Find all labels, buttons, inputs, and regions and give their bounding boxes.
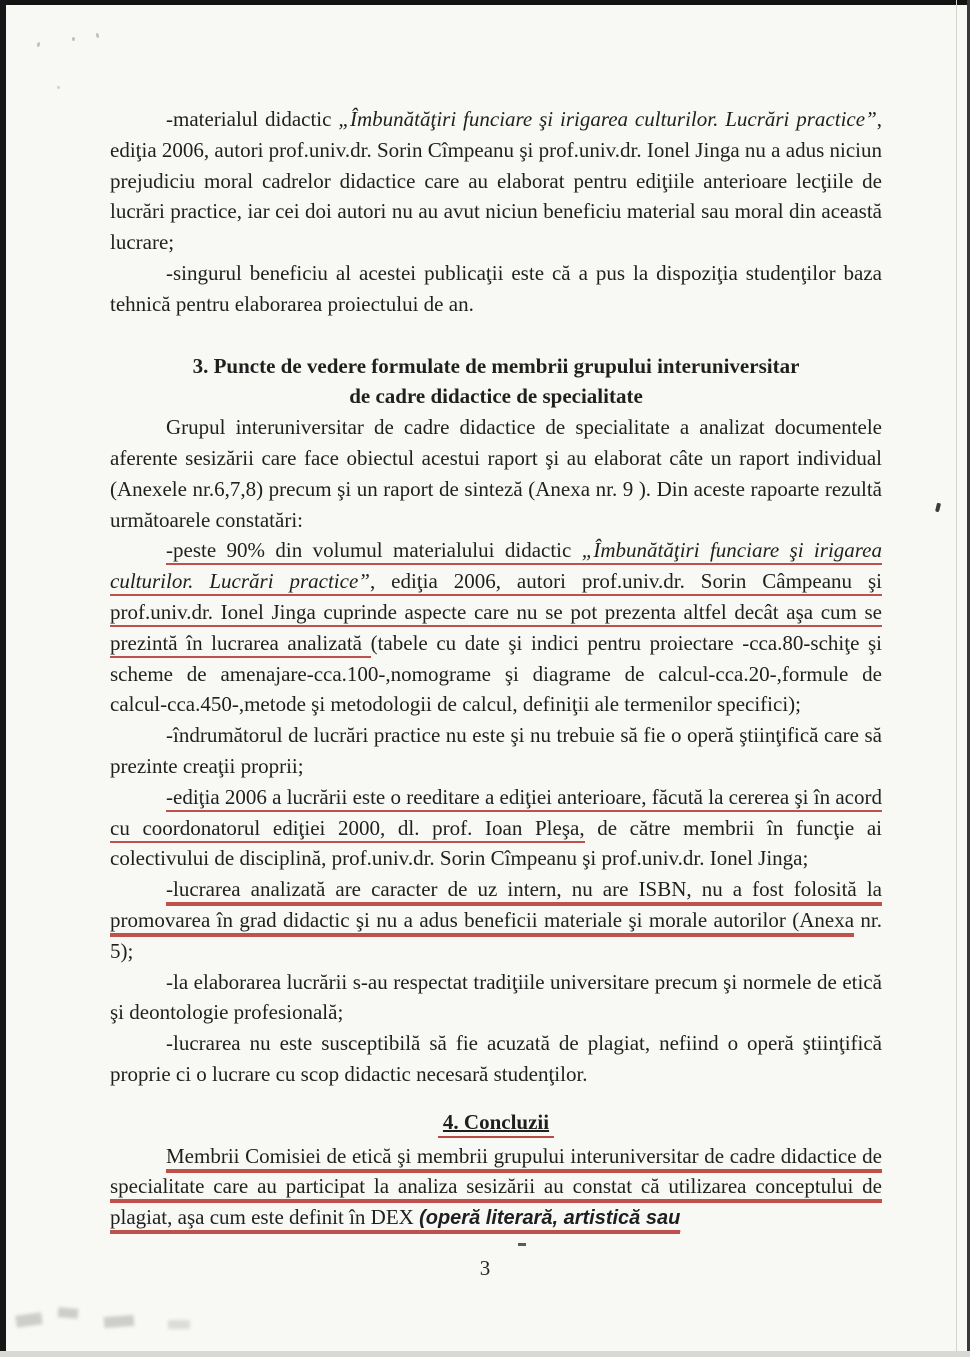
scan-speck — [36, 42, 40, 48]
dex-definition-bold-italic: (operă literară, artistică sau — [419, 1207, 680, 1234]
heading-section-3-line2: de cadre didactice de specialitate — [349, 384, 643, 409]
scan-border-left — [0, 0, 6, 1357]
red-underlined-text: -peste 90% din volumul materialului didactic — [166, 538, 582, 565]
scan-speck — [72, 37, 75, 41]
red-double-underlined-text: Membrii Comisiei de etică şi membrii grupului interuniversitar de cadre didactice de specialitate care au participat la analiza sesizării au constat că utilizarea conceptului de plagiat, aşa cum este definit în DEX — [110, 1144, 882, 1235]
para-nu-este-plagiat: -lucrarea nu este susceptibilă să fie acuzată de plagiat, nefiind o operă ştiinţifică proprie ci o lucrare cu scop didactic necesară studenţilor. — [110, 1031, 882, 1086]
scan-smudge — [58, 1307, 79, 1319]
para-grupul-interuniversitar: Grupul interuniversitar de cadre didactice de specialitate a analizat documentele aferente sesizării care face obiectul acestui raport şi au elaborat câte un raport individual (Anexele nr.6,7,8) precum şi un raport de sinteză (Anexa nr. 9 ). Din aceste rapoarte rezultă următoarele constatări: — [110, 415, 882, 532]
scan-smudge — [168, 1320, 190, 1329]
heading-conclusions: 4. Concluzii — [438, 1110, 554, 1138]
scan-smudge — [104, 1315, 135, 1328]
work-title-italic-underlined: „Îmbunătăţiri funciare şi irigarea culturilor. Lucrări practice” — [110, 538, 882, 596]
scan-speck — [57, 86, 60, 89]
scan-dash-mark — [518, 1243, 526, 1246]
red-underlined-text: , ediţia 2006, autori prof.univ.dr. Sorin Câmpeanu şi prof.univ.dr. Ionel Jinga cuprinde aspecte care nu se pot prezenta altfel decât aşa cum se prezintă în lucrarea analizată — [110, 569, 882, 658]
text-segment: de către membrii în funcţie ai colectivului de disciplină, prof.univ.dr. Sorin Cîmpeanu şi prof.univ.dr. Ionel Jinga; — [110, 815, 882, 871]
work-title-italic: „Îmbunătăţiri funciare şi irigarea culturilor. Lucrări practice” — [338, 107, 877, 131]
page-number: 3 — [479, 1256, 491, 1280]
para-lucrarea-uz-intern — [110, 874, 882, 966]
text-segment: nr. 5); — [110, 907, 882, 963]
red-underlined-text: -ediţia 2006 a lucrării este o reeditare a ediţiei anterioare, făcută la cererea şi în acord cu coordonatorul ediţiei 2000, dl. prof. Ioan Pleşa, — [110, 785, 882, 843]
para-editia-2006-reeditare — [110, 782, 882, 874]
scan-fold-line — [956, 0, 957, 1357]
para-membrii-comisiei — [110, 1141, 882, 1234]
heading-section-3 — [110, 351, 882, 413]
text-segment: (tabele cu date şi indici pentru proiectare -cca.80-schiţe şi scheme de amenajare-cca.100-,nomograme şi diagrame de calcul-cca.20-,formule de calcul-cca.450-,metode şi metodologii de calcul, definiţii ale termenilor specifici); — [110, 630, 883, 717]
heading-section-3-line1: 3. Puncte de vedere formulate de membrii grupului interuniversitar — [192, 353, 800, 378]
para-singurul-beneficiu: -singurul beneficiu al acestei publicaţii este că a pus la dispoziţia studenţilor baza tehnică pentru elaborarea proiectului de an. — [110, 260, 882, 316]
para-peste-90-la-suta — [110, 535, 882, 720]
text-segment: , ediţia 2006, autori prof.univ.dr. Sorin Cîmpeanu şi prof.univ.dr. Ionel Jinga nu a adus niciun prejudiciu moral cadrelor didactice care au elaborat pentru ediţiile anterioare lecţiile de lucrări practice, iar cei doi autori nu au avut niciun beneficiu material sau moral din această lucrare; — [110, 107, 882, 255]
page-content — [110, 104, 882, 1234]
scan-border-bottom — [0, 1351, 970, 1357]
para-materialul-didactic — [110, 104, 882, 258]
red-double-underlined-text: -lucrarea analizată are caracter de uz intern, nu are ISBN, nu a fost folosită la promovarea în grad didactic şi nu a adus beneficii materiale şi morale autorilor (Anexa — [110, 877, 882, 937]
para-traditii-universitare: -la elaborarea lucrării s-au respectat tradiţiile universitare precum şi normele de etică şi deontologie profesională; — [110, 969, 882, 1025]
scan-border-top — [0, 0, 970, 5]
heading-conclusions-wrap — [110, 1107, 882, 1138]
scan-smudge — [15, 1312, 42, 1328]
scan-ink-mark — [935, 503, 941, 513]
text-segment: -materialul didactic — [166, 107, 339, 131]
para-indrumatorul: -îndrumătorul de lucrări practice nu este şi nu trebuie să fie o operă ştiinţifică care să prezinte creaţii proprii; — [110, 723, 882, 778]
scan-speck — [96, 33, 100, 39]
